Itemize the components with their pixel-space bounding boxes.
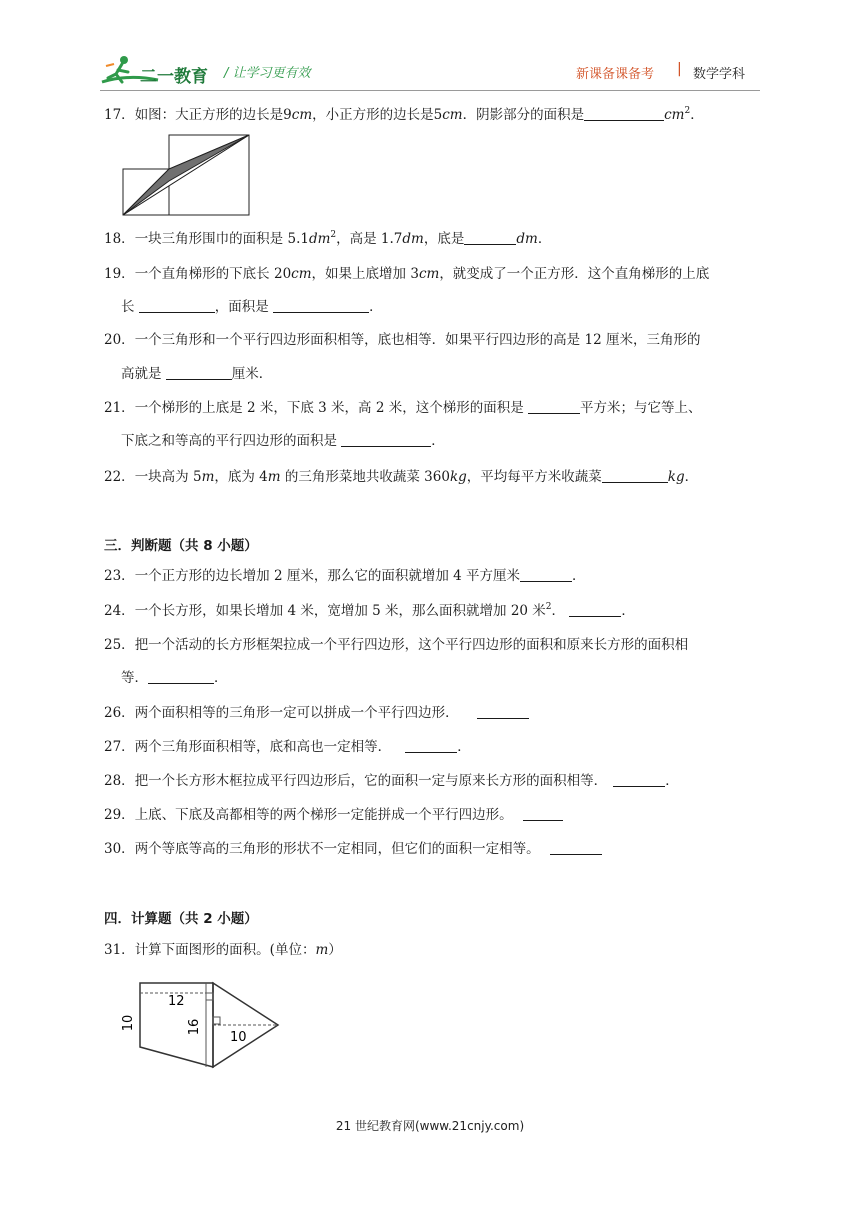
question-24 bbox=[104, 601, 635, 621]
question-text: ，高是 1.7 bbox=[336, 231, 403, 247]
header-tag-right: 数学学科 bbox=[693, 67, 746, 82]
unit-text: cm bbox=[291, 266, 312, 282]
question-number: 24． bbox=[104, 603, 135, 619]
unit-text: cm bbox=[291, 107, 313, 123]
question-text: 把一个活动的长方形框架拉成一个平行四边形，这个平行四边形的面积和原来长方形的面积相 bbox=[134, 637, 689, 653]
punctuation: ． bbox=[457, 739, 471, 755]
answer-blank[interactable] bbox=[341, 432, 431, 447]
question-19-line2 bbox=[121, 297, 383, 317]
header-divider bbox=[100, 90, 760, 91]
question-number: 29． bbox=[104, 807, 135, 823]
question-text: 一个三角形和一个平行四边形面积相等，底也相等．如果平行四边形的高是 12 厘米，三角形的 bbox=[134, 332, 701, 348]
question-text: 把一个长方形木框拉成平行四边形后，它的面积一定与原来长方形的面积相等． bbox=[134, 773, 608, 789]
question-22 bbox=[104, 467, 698, 487]
question-text: 厘米． bbox=[231, 366, 273, 382]
answer-blank[interactable] bbox=[523, 806, 563, 821]
page-footer: 21 世纪教育网(www.21cnjy.com) bbox=[335, 1119, 525, 1133]
question-text: 两个面积相等的三角形一定可以拼成一个平行四边形． bbox=[134, 705, 459, 721]
question-25-line2 bbox=[121, 668, 228, 688]
question-text: ，小正方形的边长是5 bbox=[312, 107, 443, 123]
question-text: 下底之和等高的平行四边形的面积是 bbox=[121, 433, 342, 449]
unit-text: dm bbox=[516, 231, 538, 247]
question-number: 18． bbox=[104, 231, 135, 247]
question-text: 一个正方形的边长增加 2 厘米，那么它的面积就增加 4 平方厘米 bbox=[134, 568, 521, 584]
punctuation: ． bbox=[684, 469, 699, 485]
punctuation: ． bbox=[431, 433, 445, 449]
punctuation: ． bbox=[665, 773, 679, 789]
logo-text: 二一教育 bbox=[140, 67, 208, 87]
question-number: 30． bbox=[104, 841, 135, 857]
question-number: 20． bbox=[104, 332, 135, 348]
answer-blank[interactable] bbox=[148, 669, 214, 684]
superscript: 2 bbox=[684, 106, 691, 116]
punctuation: ． bbox=[214, 670, 228, 686]
punctuation: ． bbox=[690, 107, 704, 123]
punctuation: ． bbox=[572, 568, 586, 584]
question-21-line2 bbox=[121, 431, 445, 451]
question-26 bbox=[104, 703, 529, 723]
unit-text: cm bbox=[664, 107, 685, 123]
question-text: ，如果上底增加 3 bbox=[311, 266, 419, 282]
unit-text: kg bbox=[667, 469, 685, 485]
question-text: 如图：大正方形的边长是9 bbox=[134, 107, 292, 123]
page-header bbox=[0, 0, 860, 100]
superscript: 2 bbox=[330, 230, 337, 240]
figure-label-12: 12 bbox=[168, 994, 185, 1009]
question-18 bbox=[104, 229, 551, 249]
question-21 bbox=[104, 398, 702, 418]
question-text: 平方米；与它等上、 bbox=[580, 400, 702, 416]
question-28 bbox=[104, 771, 679, 791]
question-23 bbox=[104, 566, 586, 586]
punctuation: ． bbox=[537, 231, 552, 247]
answer-blank[interactable] bbox=[528, 399, 580, 414]
punctuation: ． bbox=[551, 603, 566, 619]
question-30 bbox=[104, 839, 602, 859]
unit-text: cm bbox=[418, 266, 440, 282]
question-text: 一块高为 5 bbox=[134, 469, 202, 485]
question-text: 一个长方形，如果长增加 4 米，宽增加 5 米，那么面积就增加 20 米 bbox=[134, 603, 546, 619]
unit-text: m bbox=[315, 942, 329, 958]
question-27 bbox=[104, 737, 471, 757]
question-number: 23． bbox=[104, 568, 135, 584]
question-text: 一块三角形围巾的面积是 5.1 bbox=[134, 231, 309, 247]
question-text: 计算下面图形的面积。(单位： bbox=[134, 942, 316, 958]
question-text: ，平均每平方米收蔬菜 bbox=[466, 469, 602, 485]
question-text: ，底为 4 bbox=[214, 469, 268, 485]
answer-blank[interactable] bbox=[613, 772, 665, 787]
question-31 bbox=[104, 940, 342, 960]
question-number: 25． bbox=[104, 637, 135, 653]
figure-31-trapezoid-triangle bbox=[118, 975, 288, 1075]
question-number: 19． bbox=[104, 266, 135, 282]
question-text: ，底是 bbox=[423, 231, 465, 247]
question-text: ，面积是 bbox=[214, 299, 274, 315]
header-tag-left: 新课备课备考 bbox=[576, 67, 655, 82]
question-text: ．阴影部分的面积是 bbox=[462, 107, 585, 123]
question-text: 一个梯形的上底是 2 米，下底 3 米，高 2 米，这个梯形的面积是 bbox=[134, 400, 528, 416]
question-number: 17． bbox=[104, 107, 135, 123]
superscript: 2 bbox=[545, 602, 552, 612]
answer-blank[interactable] bbox=[405, 738, 457, 753]
question-25 bbox=[104, 635, 688, 655]
unit-text: dm bbox=[308, 231, 331, 247]
answer-blank[interactable] bbox=[464, 230, 516, 245]
question-number: 31． bbox=[104, 942, 135, 958]
question-20 bbox=[104, 330, 700, 350]
answer-blank[interactable] bbox=[550, 840, 602, 855]
question-number: 28． bbox=[104, 773, 135, 789]
answer-blank[interactable] bbox=[602, 468, 668, 483]
answer-blank[interactable] bbox=[477, 704, 529, 719]
unit-text: cm bbox=[442, 107, 463, 123]
unit-text: m bbox=[201, 469, 215, 485]
section-title-judgment: 三．判断题（共 8 小题） bbox=[104, 538, 258, 554]
question-number: 21． bbox=[104, 400, 135, 416]
answer-blank[interactable] bbox=[139, 298, 215, 313]
question-17 bbox=[104, 105, 704, 125]
question-text: 等． bbox=[121, 670, 148, 686]
question-20-line2 bbox=[121, 364, 272, 384]
figure-label-16: 16 bbox=[187, 1018, 202, 1036]
answer-blank[interactable] bbox=[569, 602, 621, 617]
question-number: 26． bbox=[104, 705, 135, 721]
question-text: 上底、下底及高都相等的两个梯形一定能拼成一个平行四边形。 bbox=[134, 807, 513, 823]
figure-17-squares bbox=[118, 133, 254, 217]
question-text: ，就变成了一个正方形．这个直角梯形的上底 bbox=[439, 266, 710, 282]
slogan: / 让学习更有效 bbox=[224, 66, 311, 81]
figure-label-10-left: 10 bbox=[121, 1014, 136, 1032]
unit-text: m bbox=[267, 469, 281, 485]
punctuation: ） bbox=[328, 942, 342, 958]
question-text: 两个等底等高的三角形的形状不一定相同，但它们的面积一定相等。 bbox=[134, 841, 540, 857]
answer-blank[interactable] bbox=[166, 365, 232, 380]
question-29 bbox=[104, 805, 563, 825]
answer-blank[interactable] bbox=[273, 298, 369, 313]
punctuation: ． bbox=[369, 299, 383, 315]
answer-blank[interactable] bbox=[520, 567, 572, 582]
question-text: 高就是 bbox=[121, 366, 166, 382]
header-separator: | bbox=[677, 61, 682, 77]
unit-text: kg bbox=[449, 469, 467, 485]
unit-text: dm bbox=[402, 231, 424, 247]
section-title-calculation: 四．计算题（共 2 小题） bbox=[104, 911, 258, 927]
question-19 bbox=[104, 264, 709, 284]
answer-blank[interactable] bbox=[584, 106, 664, 121]
punctuation: ． bbox=[621, 603, 635, 619]
question-text: 长 bbox=[121, 299, 139, 315]
figure-label-10-triangle: 10 bbox=[230, 1030, 247, 1045]
question-text: 两个三角形面积相等，底和高也一定相等． bbox=[134, 739, 392, 755]
question-number: 22． bbox=[104, 469, 135, 485]
question-text: 一个直角梯形的下底长 20 bbox=[134, 266, 292, 282]
question-text: 的三角形菜地共收蔬菜 360 bbox=[280, 469, 450, 485]
question-number: 27． bbox=[104, 739, 135, 755]
